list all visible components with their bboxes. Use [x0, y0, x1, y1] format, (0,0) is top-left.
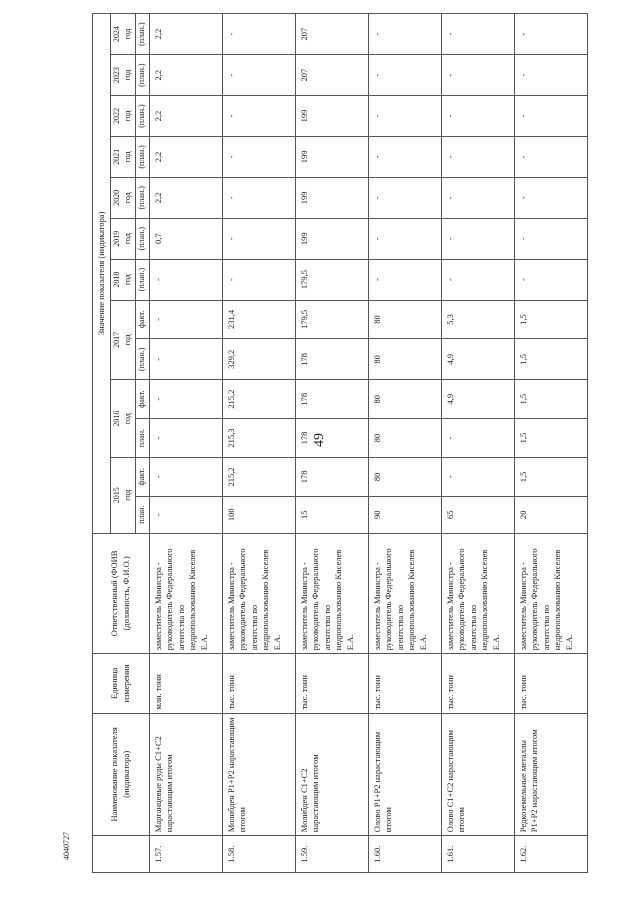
row-value: - [368, 96, 441, 137]
row-value: 215,2 [222, 380, 295, 419]
row-value: - [441, 136, 514, 177]
row-number: 1.60. [368, 836, 441, 873]
row-value: - [514, 96, 587, 137]
header-year-sub: год [123, 69, 133, 81]
row-value: - [368, 136, 441, 177]
row-value: - [222, 14, 295, 55]
header-indicator-name: Наименование показателя (индикатора) [93, 713, 150, 836]
row-value: 90 [368, 496, 441, 533]
row-value: - [368, 259, 441, 300]
row-value: - [441, 14, 514, 55]
row-value: - [368, 55, 441, 96]
header-year-sub: год [123, 413, 133, 425]
header-col-kind: факт. [136, 457, 150, 496]
indicator-table [92, 13, 588, 873]
row-value: 2,2 [149, 55, 222, 96]
header-col-kind: (план.) [136, 55, 150, 96]
row-indicator-name: Молибден С1+С2 нарастающим итогом [295, 713, 368, 836]
row-value: 199 [295, 218, 368, 259]
row-value: - [441, 419, 514, 458]
header-col-kind: факт. [136, 380, 150, 419]
header-year-2015 [111, 457, 136, 533]
row-value: 1,5 [514, 300, 587, 339]
row-unit: млн. тонн [149, 654, 222, 713]
row-number: 1.61. [441, 836, 514, 873]
row-indicator-name: Молибден Р1+Р2 нарастающим итогом [222, 713, 295, 836]
header-col-kind: план. [136, 419, 150, 458]
header-col-kind: (план.) [136, 218, 150, 259]
header-year-2016 [111, 380, 136, 458]
row-value: 1,5 [514, 380, 587, 419]
row-value: 100 [222, 496, 295, 533]
row-value: - [149, 300, 222, 339]
header-unit: Единица измерения [93, 654, 150, 713]
row-value: 0,7 [149, 218, 222, 259]
row-unit: тыс. тонн [295, 654, 368, 713]
row-value: 80 [368, 300, 441, 339]
row-responsible: заместитель Министра - руководитель Федерального агентства по недропользованию Киселев Е.А. [441, 533, 514, 654]
row-value: - [149, 496, 222, 533]
row-value: - [149, 339, 222, 380]
row-value: 80 [368, 419, 441, 458]
row-value: 80 [368, 339, 441, 380]
header-year-sub: год [123, 110, 133, 122]
header-year-2023 [111, 55, 136, 96]
row-value: 2,2 [149, 14, 222, 55]
header-year-2019 [111, 218, 136, 259]
row-value: 329,2 [222, 339, 295, 380]
row-responsible: заместитель Министра - руководитель Федерального агентства по недропользованию Киселев Е.А. [222, 533, 295, 654]
row-value: 215,3 [222, 419, 295, 458]
header-col-kind: (план.) [136, 96, 150, 137]
row-unit: тыс. тонн [514, 654, 587, 713]
table-row [441, 14, 514, 873]
row-value: 1,5 [514, 419, 587, 458]
header-year-sub: год [123, 192, 133, 204]
table-row [149, 14, 222, 873]
header-year-sub: год [123, 334, 133, 346]
row-value: 15 [295, 496, 368, 533]
row-value: - [441, 96, 514, 137]
row-value: - [368, 14, 441, 55]
table-row [295, 14, 368, 873]
row-value: 178 [295, 419, 368, 458]
document-number: 4040727 [62, 832, 71, 860]
row-value: 4,9 [441, 339, 514, 380]
row-value: 199 [295, 177, 368, 218]
header-year-label: 2021 [112, 148, 122, 165]
row-value: 179,5 [295, 259, 368, 300]
table-row [514, 14, 587, 873]
header-values: Значение показателя (индикатора) [93, 14, 111, 534]
header-year-2017 [111, 300, 136, 380]
header-year-label: 2020 [112, 189, 122, 206]
header-col-kind: план. [136, 496, 150, 533]
header-col-kind: (план.) [136, 177, 150, 218]
row-value: - [441, 177, 514, 218]
row-value: - [514, 55, 587, 96]
header-year-label: 2015 [112, 487, 122, 504]
row-value: 178 [295, 380, 368, 419]
row-value: - [222, 259, 295, 300]
row-value: 207 [295, 55, 368, 96]
header-year-label: 2016 [112, 410, 122, 427]
row-value: 199 [295, 136, 368, 177]
row-value: - [441, 457, 514, 496]
table-row [368, 14, 441, 873]
header-year-sub: год [123, 233, 133, 245]
header-year-label: 2022 [112, 108, 122, 125]
header-year-2022 [111, 96, 136, 137]
row-value: - [514, 218, 587, 259]
row-value: 2,2 [149, 136, 222, 177]
header-col-kind: (план.) [136, 259, 150, 300]
row-value: - [222, 177, 295, 218]
row-value: - [368, 218, 441, 259]
row-value: - [441, 259, 514, 300]
header-col-kind: (план.) [136, 14, 150, 55]
row-value: 231,4 [222, 300, 295, 339]
row-value: 80 [368, 457, 441, 496]
row-value: - [222, 218, 295, 259]
row-value: 178 [295, 457, 368, 496]
row-value: - [514, 14, 587, 55]
row-responsible: заместитель Министра - руководитель Федерального агентства по недропользованию Киселев Е.А. [514, 533, 587, 654]
row-value: - [514, 136, 587, 177]
indicator-table-sheet [92, 13, 574, 873]
row-indicator-name: Марганцевые руды С1+С2 нарастающим итогом [149, 713, 222, 836]
header-year-2021 [111, 136, 136, 177]
row-value: - [149, 457, 222, 496]
row-unit: тыс. тонн [368, 654, 441, 713]
row-value: 65 [441, 496, 514, 533]
header-year-label: 2023 [112, 67, 122, 84]
row-value: - [514, 259, 587, 300]
row-number: 1.58. [222, 836, 295, 873]
header-number [93, 836, 150, 873]
row-indicator-name: Редкоземельные металлы Р1+Р2 нарастающим итогом [514, 713, 587, 836]
table-header [93, 14, 150, 873]
row-value: - [368, 177, 441, 218]
header-col-kind: факт. [136, 300, 150, 339]
header-year-label: 2017 [112, 331, 122, 348]
row-number: 1.57. [149, 836, 222, 873]
row-value: - [149, 419, 222, 458]
header-year-2024 [111, 14, 136, 55]
row-value: - [149, 380, 222, 419]
row-value: - [514, 177, 587, 218]
table-row [222, 14, 295, 873]
row-value: 1,5 [514, 339, 587, 380]
row-number: 1.59. [295, 836, 368, 873]
header-year-2018 [111, 259, 136, 300]
row-value: 4,9 [441, 380, 514, 419]
row-value: 207 [295, 14, 368, 55]
row-value: 20 [514, 496, 587, 533]
row-responsible: заместитель Министра - руководитель Федерального агентства по недропользованию Киселев Е.А. [149, 533, 222, 654]
row-indicator-name: Олово Р1+Р2 нарастающим итогом [368, 713, 441, 836]
row-responsible: заместитель Министра - руководитель Федерального агентства по недропользованию Киселев Е.А. [295, 533, 368, 654]
row-value: - [222, 136, 295, 177]
row-responsible: заместитель Министра - руководитель Федерального агентства по недропользованию Киселев Е.А. [368, 533, 441, 654]
row-value: 5,3 [441, 300, 514, 339]
row-value: 199 [295, 96, 368, 137]
row-unit: тыс. тонн [222, 654, 295, 713]
header-year-sub: год [123, 151, 133, 163]
header-col-kind: (план.) [136, 339, 150, 380]
row-value: 80 [368, 380, 441, 419]
page-number: 49 [312, 433, 327, 447]
row-value: - [222, 96, 295, 137]
row-value: 2,2 [149, 96, 222, 137]
row-value: 179,5 [295, 300, 368, 339]
row-unit: тыс. тонн [441, 654, 514, 713]
row-indicator-name: Олово С1+С2 нарастающим итогом [441, 713, 514, 836]
row-number: 1.62. [514, 836, 587, 873]
header-year-label: 2018 [112, 271, 122, 288]
header-year-label: 2019 [112, 230, 122, 247]
header-year-sub: год [123, 28, 133, 40]
row-value: 215,2 [222, 457, 295, 496]
header-year-label: 2024 [112, 26, 122, 43]
row-value: - [441, 55, 514, 96]
row-value: - [222, 55, 295, 96]
row-value: 2,2 [149, 177, 222, 218]
row-value: 178 [295, 339, 368, 380]
header-year-2020 [111, 177, 136, 218]
header-col-kind: (план.) [136, 136, 150, 177]
header-responsible: Ответственный (ФОИВ (должность, Ф.И.О.) [93, 533, 150, 654]
header-year-sub: год [123, 489, 133, 501]
table-body [149, 14, 587, 873]
row-value: - [441, 218, 514, 259]
row-value: - [149, 259, 222, 300]
header-year-sub: год [123, 274, 133, 286]
row-value: 1,5 [514, 457, 587, 496]
